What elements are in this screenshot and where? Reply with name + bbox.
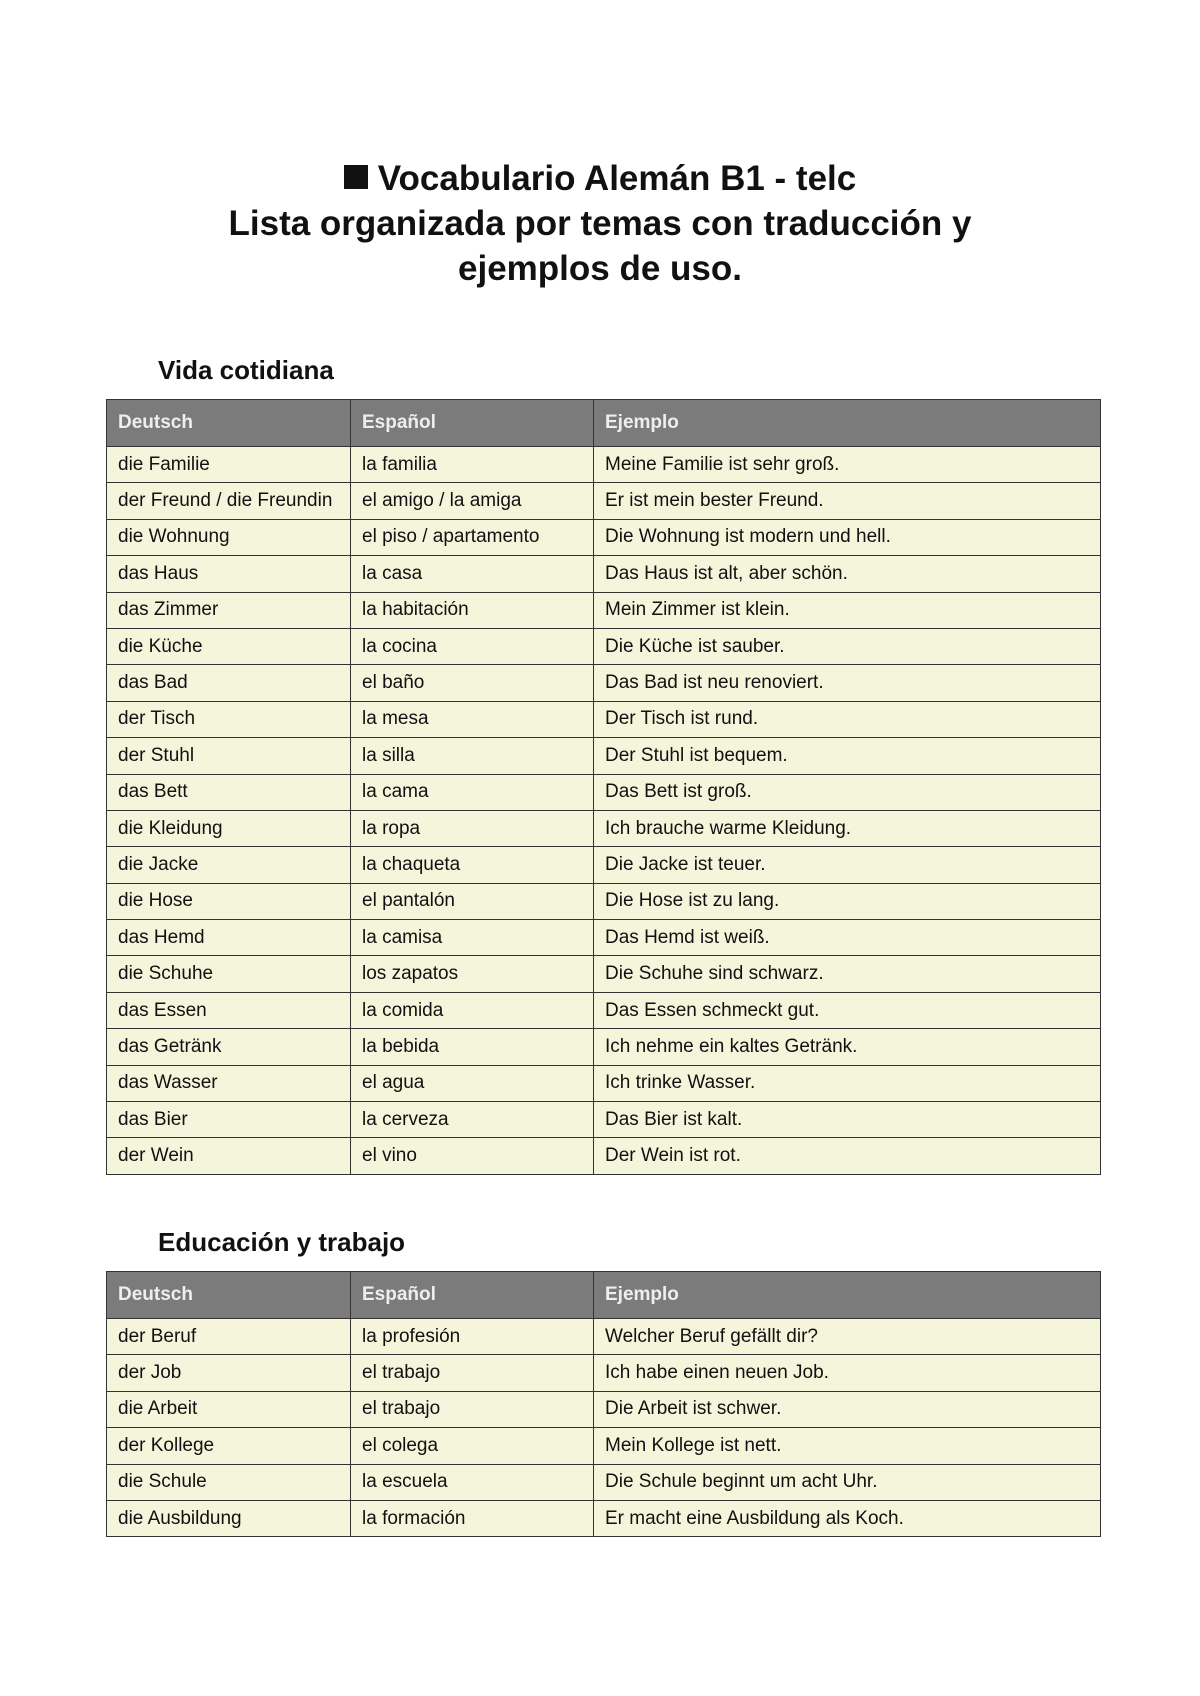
cell-deutsch: die Hose: [107, 883, 351, 919]
table-row: [107, 883, 1101, 919]
cell-ejemplo: Die Wohnung ist modern und hell.: [594, 519, 1101, 555]
title-line-2: Lista organizada por temas con traducción y: [228, 204, 972, 243]
cell-deutsch: der Kollege: [107, 1428, 351, 1464]
title-text-1: Vocabulario Alemán B1 - telc: [377, 159, 857, 198]
cell-ejemplo: Die Arbeit ist schwer.: [594, 1391, 1101, 1427]
cell-espanol: el baño: [351, 665, 594, 701]
cell-espanol: la mesa: [351, 701, 594, 737]
table-row: [107, 956, 1101, 992]
column-header-ejemplo: Ejemplo: [594, 400, 1101, 447]
cell-ejemplo: Ich brauche warme Kleidung.: [594, 810, 1101, 846]
cell-espanol: la casa: [351, 556, 594, 592]
cell-deutsch: die Jacke: [107, 847, 351, 883]
cell-deutsch: das Wasser: [107, 1065, 351, 1101]
cell-ejemplo: Der Tisch ist rund.: [594, 701, 1101, 737]
cell-espanol: la bebida: [351, 1029, 594, 1065]
table-row: [107, 447, 1101, 483]
cell-espanol: la cerveza: [351, 1102, 594, 1138]
table-row: [107, 810, 1101, 846]
cell-ejemplo: Die Schule beginnt um acht Uhr.: [594, 1464, 1101, 1500]
table-row: [107, 1102, 1101, 1138]
column-header-deutsch: Deutsch: [107, 400, 351, 447]
title-line-3: ejemplos de uso.: [458, 249, 742, 288]
cell-espanol: la silla: [351, 738, 594, 774]
cell-ejemplo: Mein Kollege ist nett.: [594, 1428, 1101, 1464]
table-row: [107, 628, 1101, 664]
table-row: [107, 1500, 1101, 1536]
cell-espanol: el vino: [351, 1138, 594, 1174]
cell-ejemplo: Das Haus ist alt, aber schön.: [594, 556, 1101, 592]
cell-espanol: la cama: [351, 774, 594, 810]
table-row: [107, 483, 1101, 519]
cell-deutsch: die Wohnung: [107, 519, 351, 555]
table-row: [107, 1065, 1101, 1101]
cell-ejemplo: Der Wein ist rot.: [594, 1138, 1101, 1174]
cell-ejemplo: Die Jacke ist teuer.: [594, 847, 1101, 883]
table-row: [107, 556, 1101, 592]
cell-deutsch: das Getränk: [107, 1029, 351, 1065]
cell-deutsch: der Stuhl: [107, 738, 351, 774]
cell-espanol: el piso / apartamento: [351, 519, 594, 555]
table-row: [107, 701, 1101, 737]
column-header-espanol: Español: [351, 400, 594, 447]
cell-deutsch: die Schuhe: [107, 956, 351, 992]
cell-deutsch: der Job: [107, 1355, 351, 1391]
cell-ejemplo: Das Hemd ist weiß.: [594, 920, 1101, 956]
cell-espanol: el agua: [351, 1065, 594, 1101]
cell-deutsch: der Wein: [107, 1138, 351, 1174]
cell-deutsch: die Küche: [107, 628, 351, 664]
cell-deutsch: die Kleidung: [107, 810, 351, 846]
cell-deutsch: der Freund / die Freundin: [107, 483, 351, 519]
table-header-row: [107, 1272, 1101, 1319]
cell-ejemplo: Der Stuhl ist bequem.: [594, 738, 1101, 774]
cell-ejemplo: Ich nehme ein kaltes Getränk.: [594, 1029, 1101, 1065]
cell-espanol: la cocina: [351, 628, 594, 664]
cell-ejemplo: Das Bier ist kalt.: [594, 1102, 1101, 1138]
cell-ejemplo: Er ist mein bester Freund.: [594, 483, 1101, 519]
cell-espanol: la camisa: [351, 920, 594, 956]
table-row: [107, 519, 1101, 555]
cell-espanol: el colega: [351, 1428, 594, 1464]
cell-espanol: la comida: [351, 992, 594, 1028]
cell-espanol: el amigo / la amiga: [351, 483, 594, 519]
cell-espanol: la habitación: [351, 592, 594, 628]
cell-deutsch: das Bad: [107, 665, 351, 701]
table-header-row: [107, 400, 1101, 447]
cell-deutsch: das Essen: [107, 992, 351, 1028]
table-row: [107, 1391, 1101, 1427]
table-row: [107, 774, 1101, 810]
cell-ejemplo: Mein Zimmer ist klein.: [594, 592, 1101, 628]
cell-espanol: la chaqueta: [351, 847, 594, 883]
cell-deutsch: die Arbeit: [107, 1391, 351, 1427]
table-row: [107, 1029, 1101, 1065]
cell-deutsch: der Beruf: [107, 1319, 351, 1355]
cell-ejemplo: Die Küche ist sauber.: [594, 628, 1101, 664]
vocab-table-vida-cotidiana: [106, 399, 1101, 1175]
cell-ejemplo: Das Essen schmeckt gut.: [594, 992, 1101, 1028]
column-header-deutsch: Deutsch: [107, 1272, 351, 1319]
cell-espanol: la profesión: [351, 1319, 594, 1355]
section-heading-educacion-y-trabajo: Educación y trabajo: [158, 1227, 406, 1257]
cell-deutsch: das Bier: [107, 1102, 351, 1138]
cell-espanol: el trabajo: [351, 1391, 594, 1427]
table-row: [107, 665, 1101, 701]
cell-espanol: la formación: [351, 1500, 594, 1536]
cell-ejemplo: Welcher Beruf gefällt dir?: [594, 1319, 1101, 1355]
table-row: [107, 738, 1101, 774]
cell-ejemplo: Die Schuhe sind schwarz.: [594, 956, 1101, 992]
table-row: [107, 592, 1101, 628]
cell-ejemplo: Er macht eine Ausbildung als Koch.: [594, 1500, 1101, 1536]
cell-espanol: el trabajo: [351, 1355, 594, 1391]
document-title: [0, 156, 1200, 291]
cell-ejemplo: Das Bad ist neu renoviert.: [594, 665, 1101, 701]
table-row: [107, 1138, 1101, 1174]
table-row: [107, 1464, 1101, 1500]
cell-deutsch: das Hemd: [107, 920, 351, 956]
cell-deutsch: die Schule: [107, 1464, 351, 1500]
cell-ejemplo: Das Bett ist groß.: [594, 774, 1101, 810]
cell-deutsch: der Tisch: [107, 701, 351, 737]
cell-deutsch: die Familie: [107, 447, 351, 483]
cell-deutsch: das Bett: [107, 774, 351, 810]
section-heading-vida-cotidiana: Vida cotidiana: [158, 355, 334, 385]
table-row: [107, 1319, 1101, 1355]
cell-ejemplo: Meine Familie ist sehr groß.: [594, 447, 1101, 483]
table-row: [107, 1428, 1101, 1464]
title-line-1: [0, 156, 1200, 201]
column-header-ejemplo: Ejemplo: [594, 1272, 1101, 1319]
vocab-table-educacion-y-trabajo: [106, 1271, 1101, 1537]
column-header-espanol: Español: [351, 1272, 594, 1319]
cell-espanol: los zapatos: [351, 956, 594, 992]
table-row: [107, 992, 1101, 1028]
cell-espanol: la escuela: [351, 1464, 594, 1500]
table-row: [107, 920, 1101, 956]
cell-espanol: la ropa: [351, 810, 594, 846]
cell-ejemplo: Ich trinke Wasser.: [594, 1065, 1101, 1101]
cell-deutsch: das Haus: [107, 556, 351, 592]
table-row: [107, 847, 1101, 883]
cell-deutsch: die Ausbildung: [107, 1500, 351, 1536]
cell-espanol: la familia: [351, 447, 594, 483]
black-square-icon: [344, 165, 368, 189]
cell-ejemplo: Ich habe einen neuen Job.: [594, 1355, 1101, 1391]
cell-ejemplo: Die Hose ist zu lang.: [594, 883, 1101, 919]
cell-espanol: el pantalón: [351, 883, 594, 919]
cell-deutsch: das Zimmer: [107, 592, 351, 628]
table-row: [107, 1355, 1101, 1391]
